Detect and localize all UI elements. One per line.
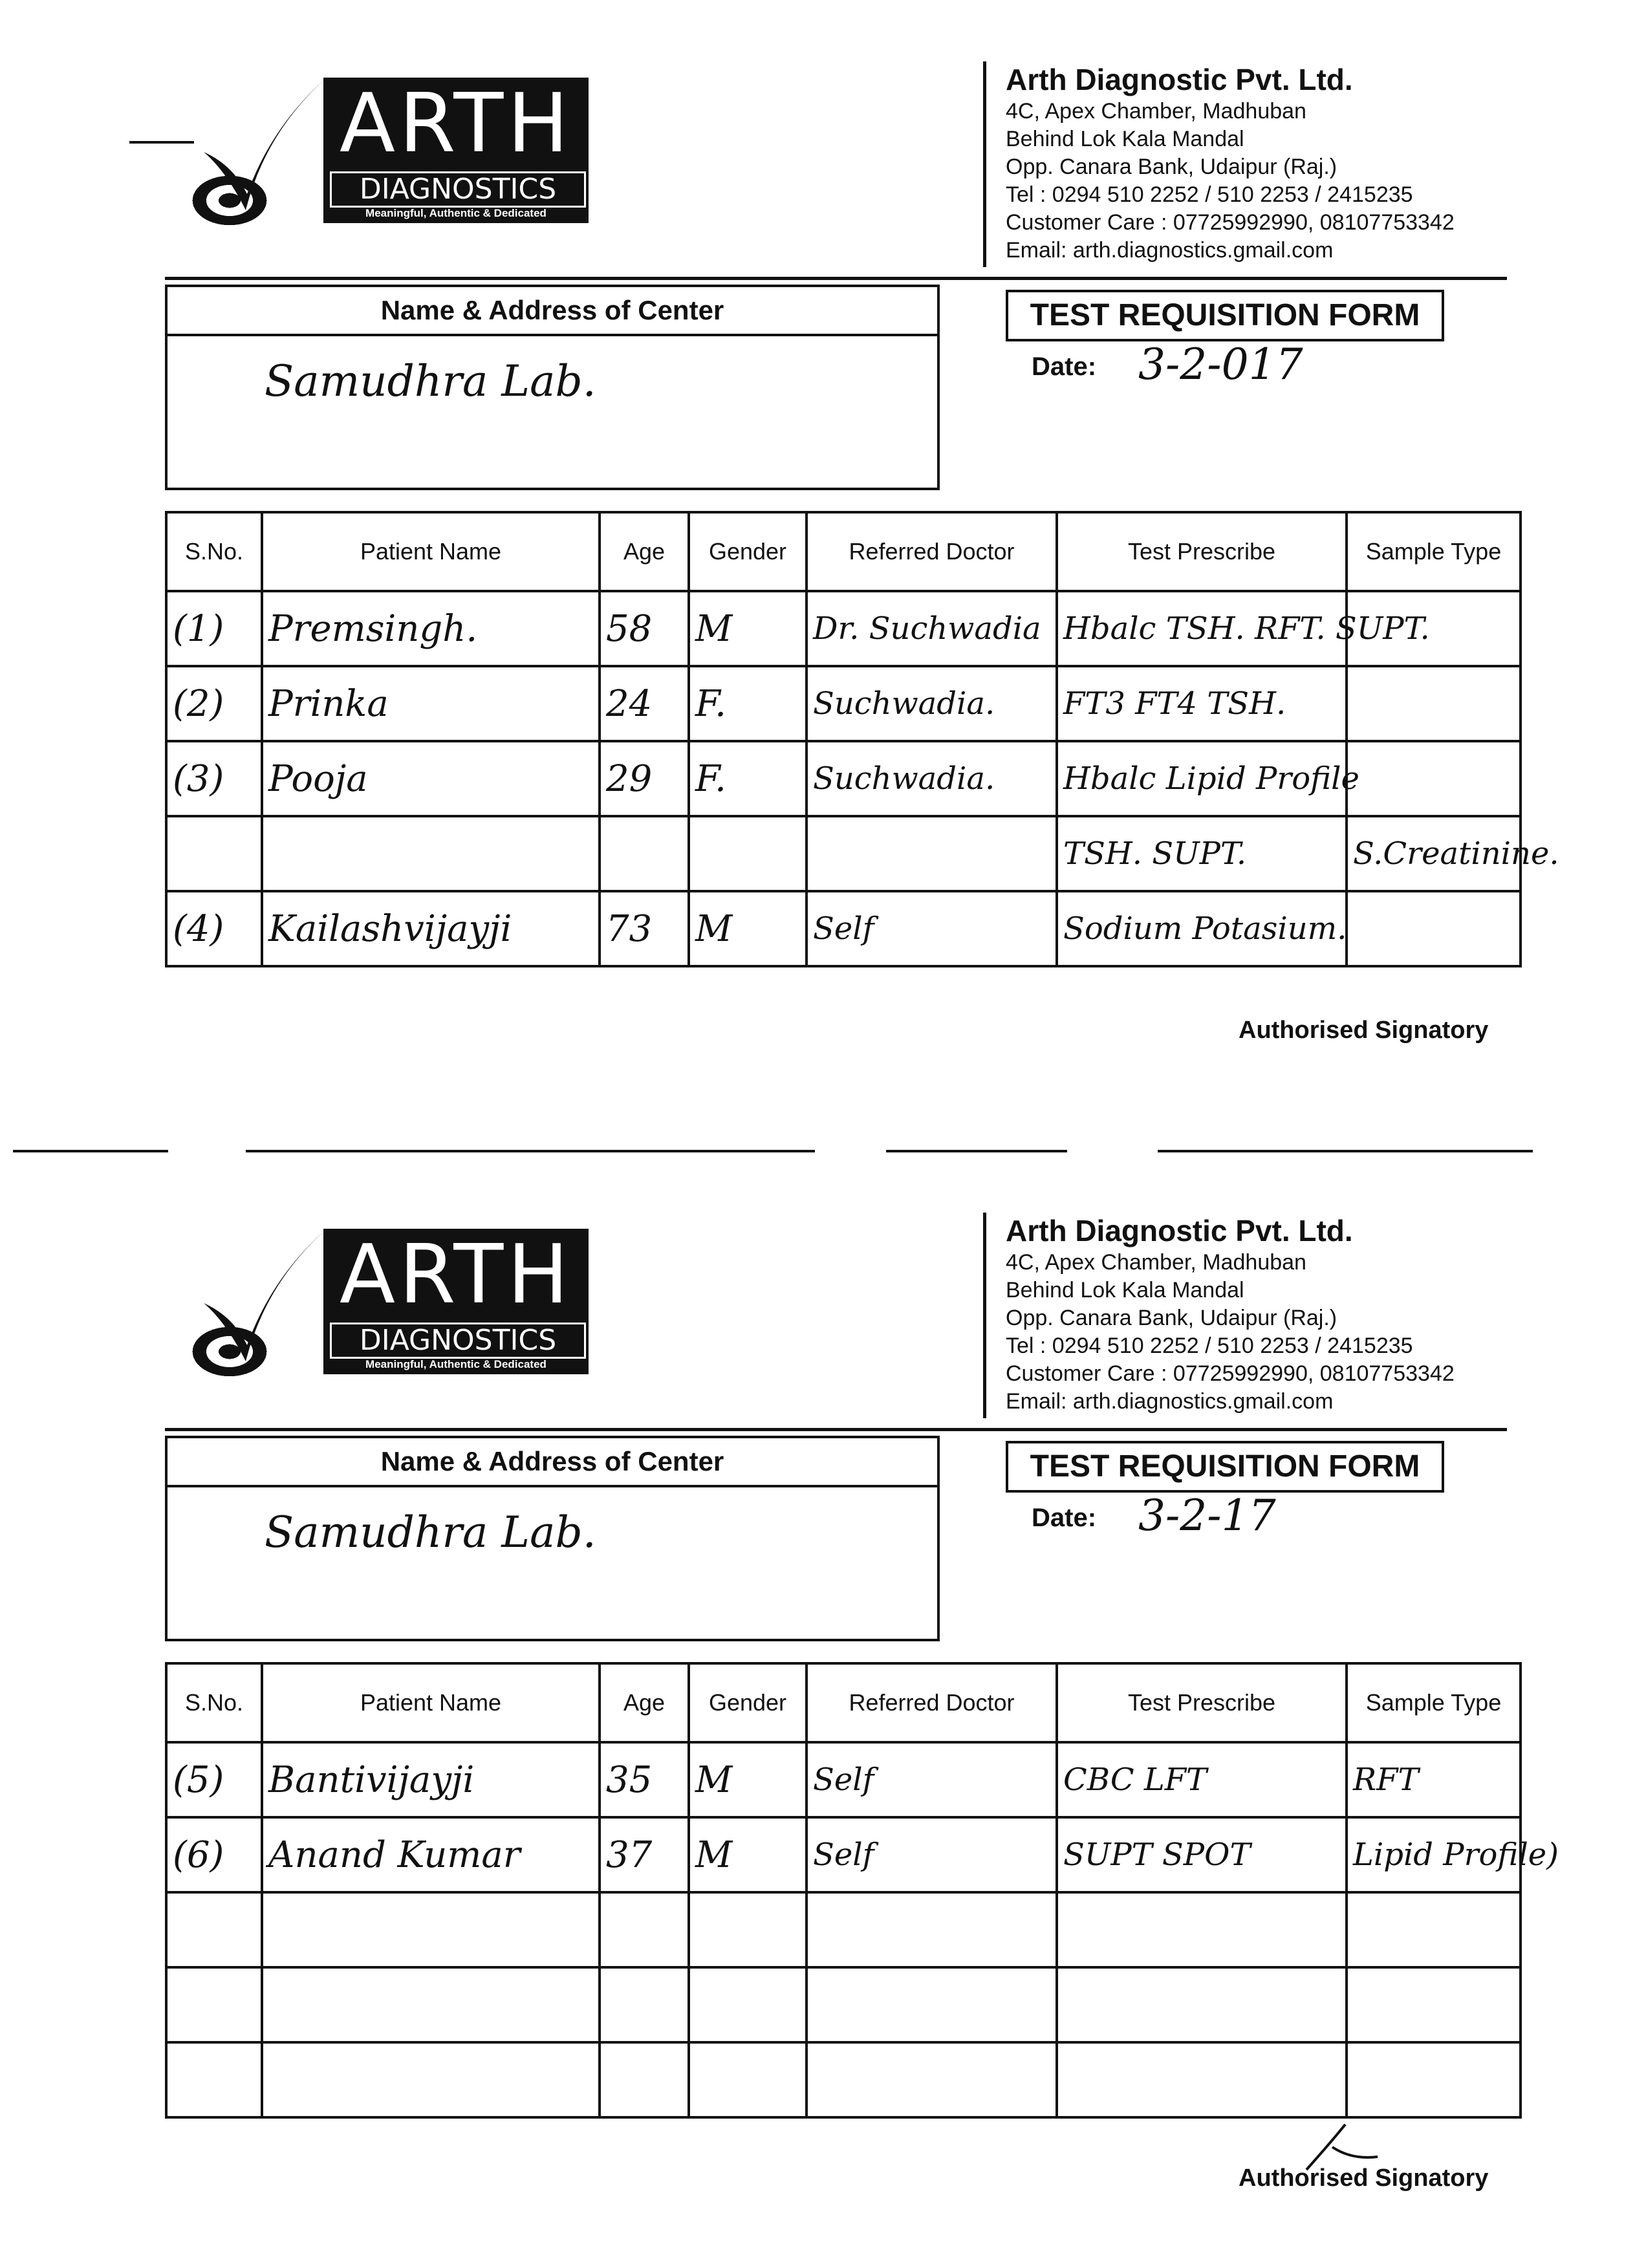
company-name: Arth Diagnostic Pvt. Ltd. [1006,63,1353,96]
cell-test-prescribe[interactable]: FT3 FT4 TSH. [1057,666,1347,741]
header-divider [165,277,1507,280]
company-address-2: Behind Lok Kala Mandal [1006,127,1244,151]
cell-referred-doctor[interactable]: Suchwadia. [807,666,1057,741]
date-label: Date: [1032,352,1097,381]
cell-sno[interactable]: (6) [166,1817,262,1892]
company-tel: Tel : 0294 510 2252 / 510 2253 / 2415235 [1006,1334,1413,1358]
cell-test-prescribe[interactable]: TSH. SUPT. [1057,816,1347,891]
cell-gender[interactable]: M [689,1742,807,1817]
header-test-prescribe: Test Prescribe [1057,1663,1347,1742]
cell-test-prescribe[interactable] [1057,1967,1347,2042]
table-row [166,591,1521,666]
cell-sample-type[interactable]: RFT [1347,1742,1521,1817]
cell-referred-doctor[interactable] [807,1967,1057,2042]
header-gender: Gender [689,512,807,591]
cell-referred-doctor[interactable]: Self [807,1742,1057,1817]
cell-age[interactable]: 24 [600,666,689,741]
cell-gender[interactable] [689,816,807,891]
company-address-1: 4C, Apex Chamber, Madhuban [1006,99,1306,124]
cell-sample-type[interactable] [1347,2042,1521,2117]
table-row [166,891,1521,966]
cell-test-prescribe[interactable]: SUPT SPOT [1057,1817,1347,1892]
company-info [983,61,1588,267]
center-title: Name & Address of Center [168,287,937,336]
cell-patient-name[interactable] [262,1892,600,1967]
table-row [166,1967,1521,2042]
cell-referred-doctor[interactable] [807,816,1057,891]
cell-test-prescribe[interactable]: Hbalc Lipid Profile [1057,741,1347,816]
header-gender: Gender [689,1663,807,1742]
cell-referred-doctor[interactable] [807,1892,1057,1967]
header-sno: S.No. [166,512,262,591]
center-box [165,1436,940,1641]
cell-age[interactable] [600,2042,689,2117]
header-test-prescribe: Test Prescribe [1057,512,1347,591]
company-customer-care: Customer Care : 07725992990, 08107753342 [1006,1361,1455,1386]
cell-test-prescribe[interactable]: CBC LFT [1057,1742,1347,1817]
cell-patient-name[interactable]: Bantivijayji [262,1742,600,1817]
cell-gender[interactable]: M [689,1817,807,1892]
company-name: Arth Diagnostic Pvt. Ltd. [1006,1214,1353,1247]
cell-age[interactable]: 37 [600,1817,689,1892]
arth-logo [129,65,595,233]
cell-sample-type[interactable] [1347,741,1521,816]
table-row [166,666,1521,741]
company-address-1: 4C, Apex Chamber, Madhuban [1006,1250,1306,1275]
cell-referred-doctor[interactable]: Self [807,891,1057,966]
logo-diagnostics-text: DIAGNOSTICS [330,171,586,208]
cell-sample-type[interactable] [1347,1967,1521,2042]
table-row [166,1892,1521,1967]
company-email: Email: arth.diagnostics.gmail.com [1006,1389,1334,1414]
logo-tagline: Meaningful, Authentic & Dedicated [365,207,547,219]
cell-age[interactable]: 35 [600,1742,689,1817]
table-row [166,816,1521,891]
cell-referred-doctor[interactable]: Suchwadia. [807,741,1057,816]
cell-patient-name[interactable]: Prinka [262,666,600,741]
company-tel: Tel : 0294 510 2252 / 510 2253 / 2415235 [1006,182,1413,207]
date-field[interactable]: 3-2-17 [1138,1491,1276,1540]
cell-gender[interactable]: F. [689,741,807,816]
header-sample-type: Sample Type [1347,512,1521,591]
table-header-row [166,512,1521,591]
cell-patient-name[interactable] [262,816,600,891]
cell-patient-name[interactable]: Premsingh. [262,591,600,666]
cell-patient-name[interactable] [262,1967,600,2042]
cell-sample-type[interactable] [1347,1892,1521,1967]
header-sno: S.No. [166,1663,262,1742]
cell-age[interactable] [600,1892,689,1967]
table-row [166,1817,1521,1892]
cell-sno[interactable]: (1) [166,591,262,666]
cell-test-prescribe[interactable]: Hbalc TSH. RFT. SUPT. [1057,591,1347,666]
cell-age[interactable]: 58 [600,591,689,666]
cell-gender[interactable]: F. [689,666,807,741]
date-field[interactable]: 3-2-017 [1138,340,1303,389]
cell-sno[interactable]: (3) [166,741,262,816]
cell-sample-type[interactable]: S.Creatinine. [1347,816,1521,891]
date-label: Date: [1032,1504,1097,1532]
cell-sno[interactable] [166,1967,262,2042]
cell-gender[interactable]: M [689,591,807,666]
cell-referred-doctor[interactable]: Self [807,1817,1057,1892]
logo-diagnostics-text: DIAGNOSTICS [330,1323,586,1359]
company-email: Email: arth.diagnostics.gmail.com [1006,238,1334,263]
cell-age[interactable] [600,1967,689,2042]
form-title: TEST REQUISITION FORM [1006,290,1444,341]
center-title: Name & Address of Center [168,1438,937,1487]
logo-arth-text: ARTH [339,1227,573,1322]
cell-sno[interactable]: (2) [166,666,262,741]
logo-tagline: Meaningful, Authentic & Dedicated [365,1358,547,1370]
center-box [165,285,940,490]
cell-test-prescribe[interactable] [1057,1892,1347,1967]
cell-patient-name[interactable] [262,2042,600,2117]
patient-table [165,1662,1559,2119]
header-age: Age [600,1663,689,1742]
cell-referred-doctor[interactable]: Dr. Suchwadia [807,591,1057,666]
cell-sample-type[interactable]: Lipid Profile) [1347,1817,1521,1892]
table-header-row [166,1663,1521,1742]
header-referred-doctor: Referred Doctor [807,1663,1057,1742]
cell-age[interactable] [600,816,689,891]
logo-arth-text: ARTH [339,76,573,171]
table-row [166,1742,1521,1817]
logo-dash [129,141,194,144]
company-customer-care: Customer Care : 07725992990, 08107753342 [1006,210,1455,235]
cell-gender[interactable] [689,1892,807,1967]
requisition-form-1 [0,0,1635,1099]
company-address-3: Opp. Canara Bank, Udaipur (Raj.) [1006,155,1337,179]
cell-referred-doctor[interactable] [807,2042,1057,2117]
cell-patient-name[interactable]: Anand Kumar [262,1817,600,1892]
cell-gender[interactable]: M [689,891,807,966]
cell-sno[interactable] [166,2042,262,2117]
cell-patient-name[interactable]: Pooja [262,741,600,816]
cell-sno[interactable]: (4) [166,891,262,966]
patient-table [165,511,1559,967]
form-title: TEST REQUISITION FORM [1006,1441,1444,1493]
center-name-field[interactable]: Samudhra Lab. [265,1507,596,1557]
cell-sno[interactable] [166,1892,262,1967]
company-address-2: Behind Lok Kala Mandal [1006,1278,1244,1302]
authorised-signatory-label: Authorised Signatory [1239,1017,1489,1044]
cell-gender[interactable] [689,2042,807,2117]
header-sample-type: Sample Type [1347,1663,1521,1742]
company-info [983,1213,1588,1418]
center-name-field[interactable]: Samudhra Lab. [265,356,596,406]
table-row [166,2042,1521,2117]
cell-sample-type[interactable] [1347,891,1521,966]
company-address-3: Opp. Canara Bank, Udaipur (Raj.) [1006,1306,1337,1330]
authorised-signatory-label: Authorised Signatory [1239,2165,1489,2192]
table-row [166,741,1521,816]
cell-sno[interactable]: (5) [166,1742,262,1817]
header-referred-doctor: Referred Doctor [807,512,1057,591]
logo-box [323,78,589,223]
header-patient-name: Patient Name [262,512,600,591]
cell-gender[interactable] [689,1967,807,2042]
logo-box [323,1229,589,1374]
requisition-form-2 [0,1151,1635,2251]
checkmark-icon [200,1226,330,1368]
checkmark-icon [200,74,330,217]
cell-sample-type[interactable] [1347,666,1521,741]
header-age: Age [600,512,689,591]
cell-test-prescribe[interactable]: Sodium Potasium. [1057,891,1347,966]
cell-age[interactable]: 29 [600,741,689,816]
cell-test-prescribe[interactable] [1057,2042,1347,2117]
header-divider [165,1428,1507,1431]
cell-patient-name[interactable]: Kailashvijayji [262,891,600,966]
cell-sno[interactable] [166,816,262,891]
arth-logo [129,1216,595,1384]
header-patient-name: Patient Name [262,1663,600,1742]
cell-age[interactable]: 73 [600,891,689,966]
